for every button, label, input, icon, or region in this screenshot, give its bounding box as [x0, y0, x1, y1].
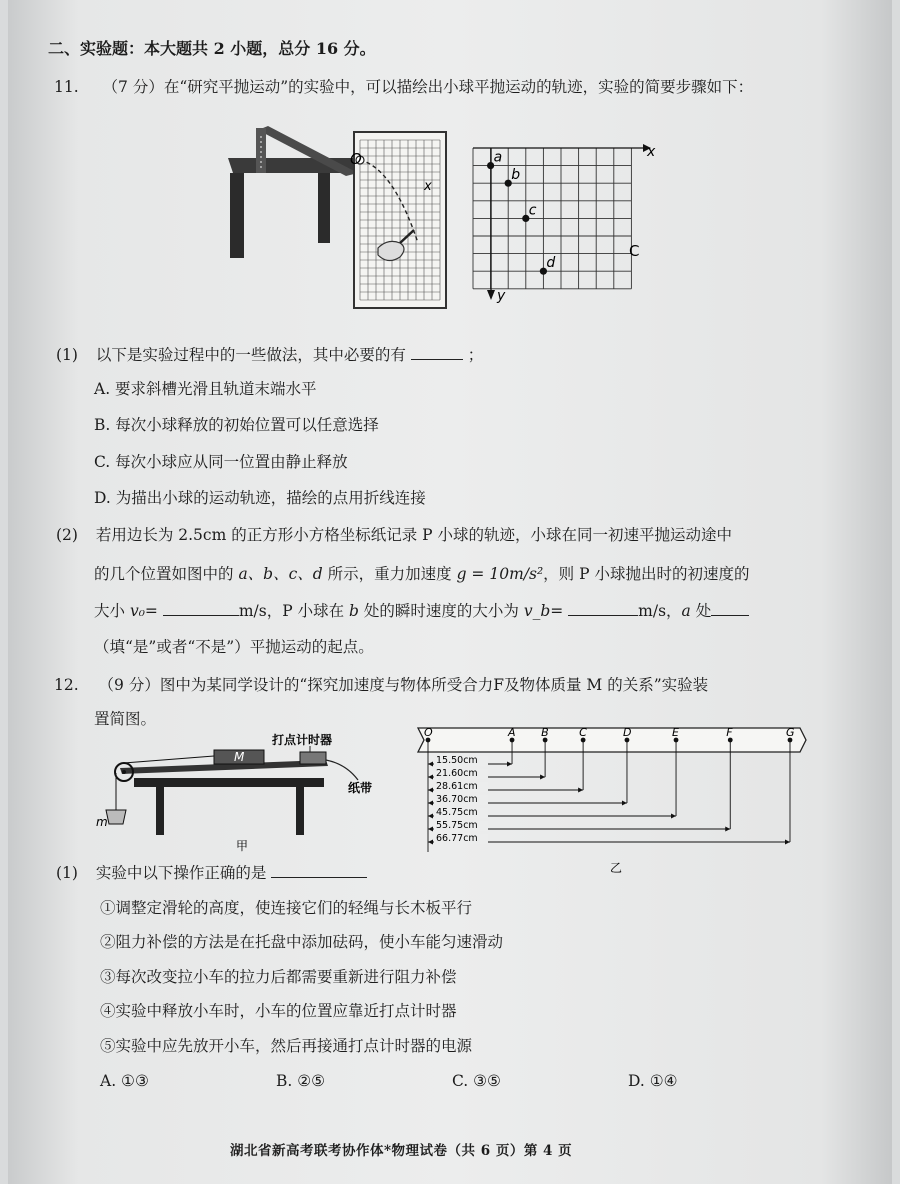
tape-measurement-figure — [412, 720, 812, 876]
q11-points: （7 分） — [102, 78, 164, 96]
q12-choice-b: B. ②⑤ — [276, 1072, 326, 1090]
q11-part2-line3 — [94, 600, 749, 622]
y-axis-arrow-icon — [487, 290, 495, 300]
figure-yi-caption: 乙 — [610, 861, 623, 875]
q11-part1-end: ； — [467, 346, 484, 364]
distance-label-F: 55.75cm — [436, 820, 478, 831]
q11-part1-answer-blank[interactable] — [411, 344, 463, 360]
q11-option-b: B. 每次小球释放的初始位置可以任意选择 — [94, 416, 379, 434]
q12-choice-d: D. ①④ — [628, 1072, 678, 1090]
q12-item-3: ③每次改变拉小车的拉力后都需要重新进行阻力补偿 — [100, 968, 457, 986]
tape-strip — [418, 728, 806, 752]
point-a-ref: a — [681, 602, 691, 620]
q12-stem-text: 图中为某同学设计的“探究加速度与物体所受合力F及物体质量 M 的关系”实验装 — [159, 676, 709, 694]
tape-label: 纸带 — [348, 781, 373, 795]
timer-label: 打点计时器 — [272, 733, 333, 747]
q12-stem — [54, 674, 708, 696]
points-abcd: a、b、c、d — [238, 565, 323, 583]
c-label: C — [629, 242, 640, 260]
exam-page — [8, 0, 892, 1184]
q12-choice-a: A. ①③ — [100, 1072, 149, 1090]
distance-label-E: 45.75cm — [436, 807, 478, 818]
paper-tape — [326, 760, 358, 780]
distance-label-C: 28.61cm — [436, 781, 478, 792]
q11-option-c: C. 每次小球应从同一位置由静止释放 — [94, 453, 348, 471]
page-footer: 湖北省新高考联考协作体*物理试卷（共 6 页）第 4 页 — [230, 1143, 573, 1159]
q11-stem — [54, 76, 753, 98]
q11-part1-question — [56, 344, 483, 366]
q11-part2-label: (2) — [56, 526, 78, 544]
q12-number: 12. — [54, 676, 79, 694]
q11-number: 11. — [54, 78, 79, 96]
q12-item-4: ④实验中释放小车时，小车的位置应靠近打点计时器 — [100, 1002, 457, 1020]
q11-part2-line4: （填“是”或者“不是”）平抛运动的起点。 — [94, 638, 374, 656]
table-leg — [318, 173, 330, 243]
v0-symbol: v₀= — [129, 602, 158, 620]
tape-point-label-O: O — [424, 726, 433, 739]
q12-part1-question — [56, 862, 367, 884]
q11-part2-line1-text: 若用边长为 2.5cm 的正方形小方格坐标纸记录 P 小球的轨迹，小球在同一初速平抛运动途中 — [95, 526, 733, 544]
point-b-ref: b — [349, 602, 359, 620]
distance-label-B: 21.60cm — [436, 768, 478, 779]
a-origin-answer-blank[interactable] — [711, 600, 749, 616]
q12-choice-c: C. ③⑤ — [452, 1072, 501, 1090]
q12-item-5: ⑤实验中应先放开小车，然后再接通打点计时器的电源 — [100, 1037, 473, 1055]
vb-symbol: v_b= — [523, 602, 564, 620]
gravity-equation: g = 10m/s² — [456, 565, 544, 583]
text-span: 大小 — [94, 602, 130, 620]
text-span: ，则 P 小球抛出时的初速度的 — [543, 565, 750, 583]
text-span: 所示，重力加速度 — [322, 565, 457, 583]
table-leg — [230, 173, 244, 258]
mass-tray — [106, 810, 126, 824]
timer-box — [300, 752, 326, 764]
text-span: m/s， — [638, 602, 682, 620]
point-label-c: c — [528, 202, 537, 219]
q12-item-1: ①调整定滑轮的高度，使连接它们的轻绳与长木板平行 — [100, 899, 473, 917]
q12-part1-label: (1) — [56, 864, 78, 882]
tape-point-label-B: B — [541, 726, 549, 739]
board-x-label: x — [424, 179, 432, 194]
q11-option-a: A. 要求斜槽光滑且轨道末端水平 — [94, 380, 317, 398]
text-span: 处的瞬时速度的大小为 — [358, 602, 524, 620]
q12-stem-line2: 置简图。 — [94, 710, 157, 728]
tape-point-label-G: G — [786, 726, 795, 739]
q12-points: （9 分） — [98, 676, 160, 694]
table-leg — [156, 787, 164, 835]
table-top — [134, 778, 324, 787]
tape-point-label-A: A — [508, 726, 516, 739]
point-label-b: b — [511, 167, 521, 184]
q11-part1-text: 以下是实验过程中的一些做法，其中必要的有 — [95, 346, 406, 364]
figure-jia-caption: 甲 — [236, 839, 249, 853]
q11-stem-text: 在“研究平抛运动”的实验中，可以描绘出小球平抛运动的轨迹，实验的简要步骤如下： — [163, 78, 754, 96]
cart-apparatus-figure — [96, 728, 386, 856]
tape-point-label-E: E — [672, 726, 679, 739]
section-title: 二、实验题：本大题共 2 小题，总分 16 分。 — [48, 39, 376, 58]
mass-label: m — [96, 815, 108, 829]
vb-answer-blank[interactable] — [568, 600, 638, 616]
y-axis-label: y — [497, 288, 506, 304]
projectile-apparatus-figure — [218, 118, 453, 318]
q11-part2-line2 — [94, 563, 749, 585]
x-axis-label: x — [647, 144, 656, 160]
distance-label-A: 15.50cm — [436, 755, 478, 766]
origin-label: O — [350, 150, 362, 168]
string — [124, 756, 214, 763]
q12-part1-text: 实验中以下操作正确的是 — [95, 864, 267, 882]
q12-part1-answer-blank[interactable] — [271, 862, 367, 878]
board-grid-lines — [360, 140, 440, 300]
table-leg — [296, 787, 304, 835]
q11-option-d: D. 为描出小球的运动轨迹，描绘的点用折线连接 — [94, 489, 426, 507]
q11-part1-label: (1) — [56, 346, 78, 364]
trajectory-grid-figure — [463, 138, 663, 308]
tape-point-label-C: C — [579, 726, 587, 739]
distance-label-G: 66.77cm — [436, 833, 478, 844]
distance-label-D: 36.70cm — [436, 794, 478, 805]
v0-answer-blank[interactable] — [163, 600, 239, 616]
point-label-d: d — [546, 255, 556, 272]
cart-label: M — [234, 750, 245, 764]
point-label-a: a — [493, 149, 503, 166]
text-span: m/s，P 小球在 — [238, 602, 350, 620]
text-span: 的几个位置如图中的 — [94, 565, 239, 583]
text-span: 处 — [690, 602, 712, 620]
q12-item-2: ②阻力补偿的方法是在托盘中添加砝码，使小车能匀速滑动 — [100, 933, 504, 951]
trajectory-points — [487, 150, 555, 275]
tape-point-label-D: D — [622, 726, 632, 739]
q11-part2-line1 — [56, 524, 732, 546]
tape-point-label-F: F — [726, 726, 733, 739]
